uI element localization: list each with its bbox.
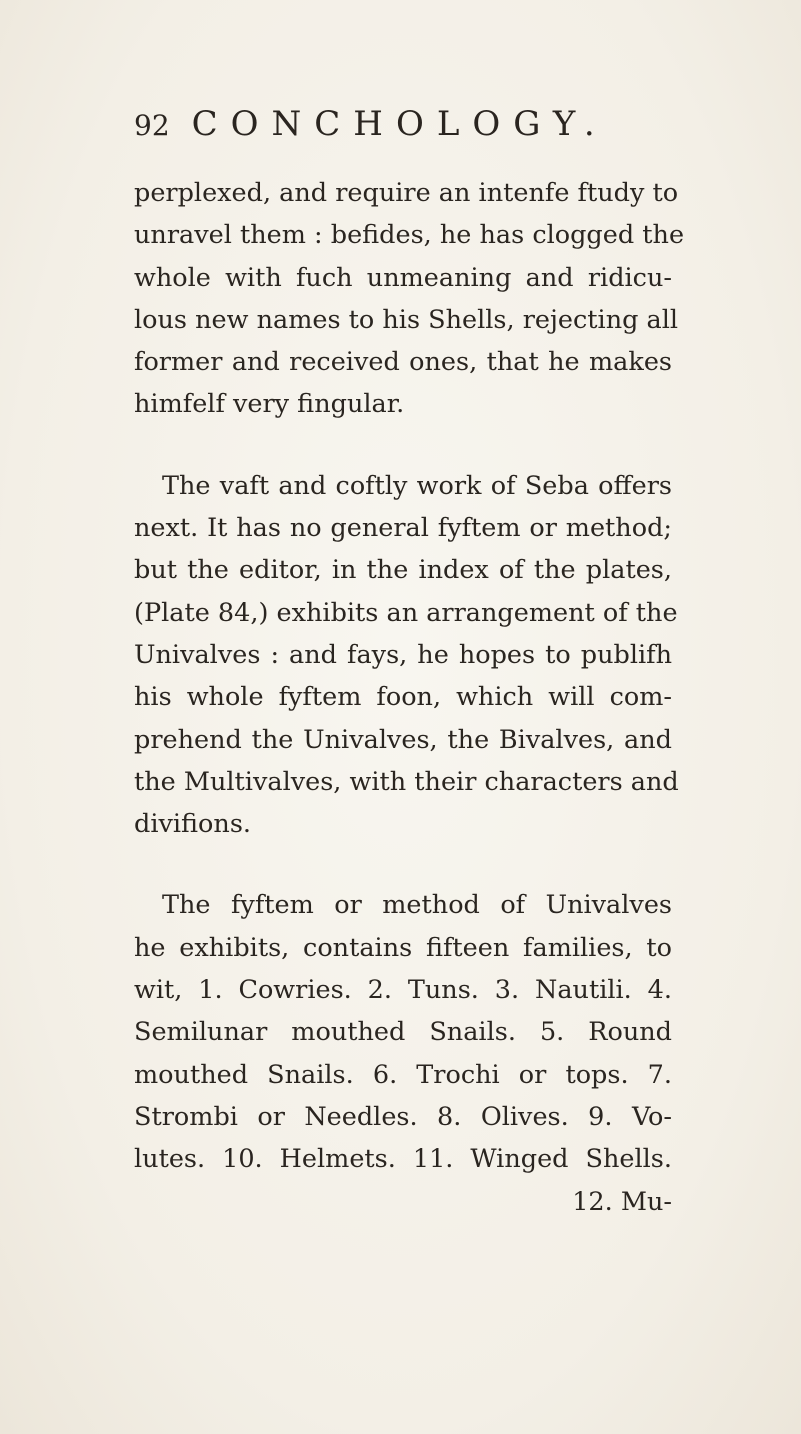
text-line: but the editor, in the index of the plates, [134,555,672,586]
text-line: lutes. 10. Helmets. 11. Winged Shells. [134,1144,672,1175]
page-header [134,104,654,154]
body-text [134,172,685,1223]
running-head: CONCHOLOGY. [191,104,608,144]
text-line: the Multivalves, with their characters and [134,766,679,797]
text-line: perplexed, and require an intenfe ftudy to [134,178,679,208]
text-line: next. It has no general fyftem or method; [134,513,672,544]
text-line: The fyftem or method of Univalves [162,890,672,921]
paragraph [134,172,685,426]
text-line: wit, 1. Cowries. 2. Tuns. 3. Nautili. 4. [134,975,672,1006]
text-line: mouthed Snails. 6. Trochi or tops. 7. [134,1059,672,1090]
text-line: divifions. [134,809,252,840]
text-line: (Plate 84,) exhibits an arrangement of the [134,597,678,628]
text-line: former and received ones, that he makes [134,347,672,378]
text-line: lous new names to his Shells, rejecting all [134,304,679,335]
paragraph [134,465,679,846]
text-line: his whole fyftem foon, which will com- [134,682,672,713]
text-line: prehend the Univalves, the Bivalves, and [134,724,672,755]
paragraph [134,884,672,1222]
paragraph-gap [134,426,672,465]
page-number: 92 [134,109,170,142]
text-line: himfelf very fingular. [134,389,405,420]
text-line: unravel them : befides, he has clogged the [134,220,685,251]
text-line: whole with fuch unmeaning and ridicu- [134,262,672,293]
paragraph-gap [134,845,672,884]
catchword: 12. Mu- [572,1186,672,1217]
text-line: Semilunar mouthed Snails. 5. Round [134,1017,672,1048]
text-line: he exhibits, contains fifteen families, to [134,932,672,963]
text-line: The vaft and coftly work of Seba offers [162,470,672,501]
text-line: Strombi or Needles. 8. Olives. 9. Vo- [134,1101,672,1132]
text-line: Univalves : and fays, he hopes to publifh [134,639,672,670]
